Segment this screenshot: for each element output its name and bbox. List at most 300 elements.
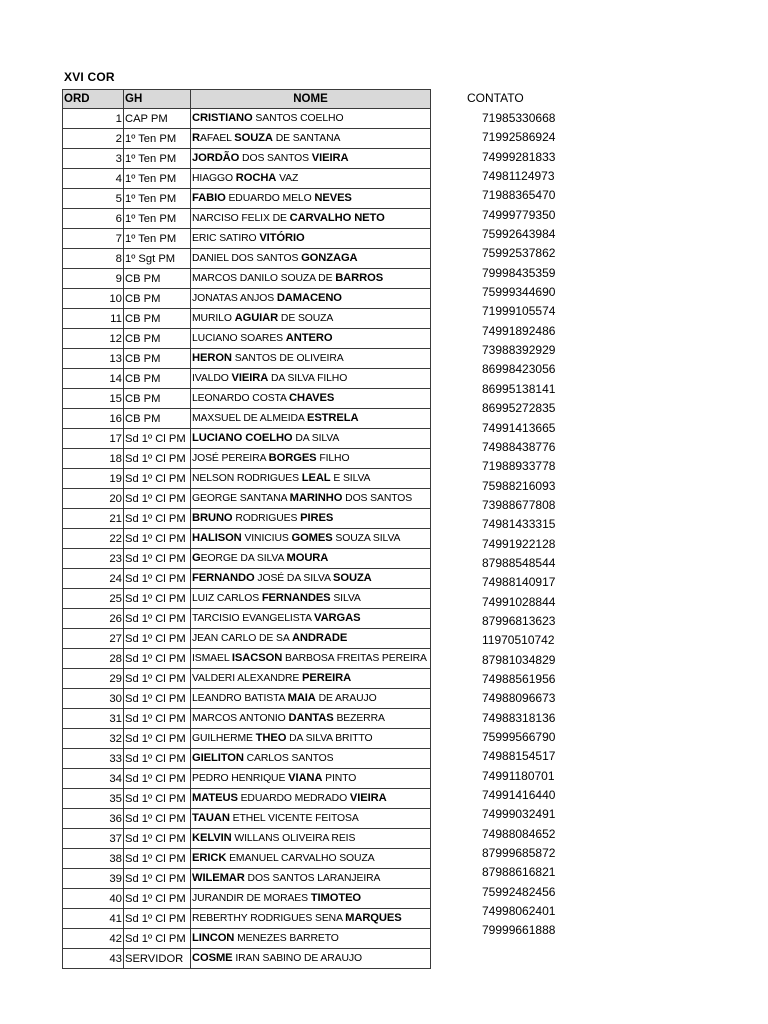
- name-part: REBERTHY RODRIGUES SENA: [192, 913, 346, 924]
- gh-cell: 1º Ten PM: [124, 229, 191, 249]
- contact-number: 75992643984: [482, 227, 556, 242]
- gh-cell: Sd 1º Cl PM: [124, 549, 191, 569]
- contact-number: 11970510742: [482, 633, 555, 648]
- nome-cell: [191, 789, 431, 809]
- ord-cell: 6: [63, 209, 124, 229]
- contact-number: 71992586924: [482, 130, 556, 145]
- ord-cell: 8: [63, 249, 124, 269]
- ord-cell: 33: [63, 749, 124, 769]
- name-part-bold: MAIA: [287, 692, 316, 704]
- ord-cell: 13: [63, 349, 124, 369]
- name-part-bold: ERICK: [192, 852, 227, 864]
- nome-cell: [191, 549, 431, 569]
- table-row: [63, 869, 431, 889]
- name-part: HIAGGO: [192, 173, 236, 184]
- name-part: LEANDRO BATISTA: [192, 693, 288, 704]
- ord-cell: 7: [63, 229, 124, 249]
- nome-cell: [191, 289, 431, 309]
- name-part: DOS SANTOS LARANJEIRA: [244, 873, 381, 884]
- table-row: [63, 309, 431, 329]
- ord-cell: 34: [63, 769, 124, 789]
- contact-number: 74988154517: [482, 749, 556, 764]
- name-part-bold: MARINHO: [289, 492, 343, 504]
- table-row: [63, 269, 431, 289]
- gh-cell: SERVIDOR: [124, 949, 191, 969]
- name-part: ERIC SATIRO: [192, 233, 260, 244]
- contact-number: 79998435359: [482, 265, 556, 280]
- ord-cell: 42: [63, 929, 124, 949]
- contact-number: 75988216093: [482, 478, 556, 493]
- nome-cell: [191, 729, 431, 749]
- name-part: DA SILVA: [292, 433, 340, 444]
- nome-cell: [191, 569, 431, 589]
- name-part-bold: TAUAN: [192, 812, 230, 824]
- contact-number: 74999032491: [482, 807, 556, 822]
- name-part-bold: LEAL: [301, 472, 331, 484]
- nome-cell: [191, 169, 431, 189]
- nome-cell: [191, 269, 431, 289]
- gh-cell: Sd 1º Cl PM: [124, 449, 191, 469]
- gh-cell: Sd 1º Cl PM: [124, 529, 191, 549]
- name-part: LEONARDO COSTA: [192, 393, 290, 404]
- gh-cell: Sd 1º Cl PM: [124, 869, 191, 889]
- table-row: [63, 429, 431, 449]
- name-part: ETHEL VICENTE FEITOSA: [229, 813, 359, 824]
- column-header-ord: ORD: [63, 90, 124, 109]
- ord-cell: 15: [63, 389, 124, 409]
- name-part-bold: FERNANDO: [192, 572, 255, 584]
- sheet-title: XVI COR: [64, 70, 115, 84]
- ord-cell: 4: [63, 169, 124, 189]
- contact-number: 71985330668: [482, 111, 556, 125]
- nome-cell: [191, 929, 431, 949]
- nome-cell: [191, 869, 431, 889]
- contact-number: 74988084652: [482, 826, 556, 841]
- ord-cell: 12: [63, 329, 124, 349]
- name-part: NELSON RODRIGUES: [192, 473, 302, 484]
- name-part-bold: FABIO: [192, 192, 226, 204]
- name-part-bold: R: [192, 132, 200, 144]
- name-part: DE ARAUJO: [315, 693, 377, 704]
- ord-cell: 30: [63, 689, 124, 709]
- name-part-bold: MOURA: [286, 552, 329, 564]
- table-row: [63, 569, 431, 589]
- name-part-bold: BORGES: [268, 452, 317, 464]
- name-part: GEORGE SANTANA: [192, 493, 290, 504]
- name-part: PINTO: [322, 773, 357, 784]
- name-part: VALDERI ALEXANDRE: [192, 673, 303, 684]
- gh-cell: Sd 1º Cl PM: [124, 809, 191, 829]
- name-part-bold: HALISON: [192, 532, 242, 544]
- gh-cell: CB PM: [124, 309, 191, 329]
- gh-cell: CB PM: [124, 349, 191, 369]
- contact-number: 75992482456: [482, 884, 556, 899]
- name-part: DE SOUZA: [278, 313, 334, 324]
- contact-number: 74988140917: [482, 575, 556, 590]
- table-row: [63, 769, 431, 789]
- roster-body: [63, 109, 431, 969]
- name-part: AFAEL: [199, 133, 235, 144]
- table-row: [63, 469, 431, 489]
- ord-cell: 39: [63, 869, 124, 889]
- nome-cell: [191, 249, 431, 269]
- name-part-bold: ISACSON: [231, 652, 283, 664]
- name-part: MAXSUEL DE ALMEIDA: [192, 413, 307, 424]
- name-part: CARLOS SANTOS: [243, 753, 334, 764]
- name-part-bold: CRISTIANO: [192, 112, 253, 124]
- gh-cell: Sd 1º Cl PM: [124, 749, 191, 769]
- name-part: DE SANTANA: [272, 133, 341, 144]
- gh-cell: Sd 1º Cl PM: [124, 889, 191, 909]
- name-part-bold: DAMACENO: [276, 292, 342, 304]
- name-part-bold: KELVIN: [192, 832, 232, 844]
- ord-cell: 9: [63, 269, 124, 289]
- name-part-bold: BARROS: [335, 272, 384, 284]
- name-part: SANTOS COELHO: [252, 113, 344, 124]
- ord-cell: 24: [63, 569, 124, 589]
- table-row: [63, 169, 431, 189]
- name-part-bold: FERNANDES: [261, 592, 331, 604]
- name-part: ISMAEL: [192, 653, 232, 664]
- table-row: [63, 209, 431, 229]
- table-row: [63, 489, 431, 509]
- gh-cell: CB PM: [124, 289, 191, 309]
- ord-cell: 37: [63, 829, 124, 849]
- nome-cell: [191, 649, 431, 669]
- name-part: WILLANS OLIVEIRA REIS: [231, 833, 356, 844]
- nome-cell: [191, 329, 431, 349]
- gh-cell: Sd 1º Cl PM: [124, 429, 191, 449]
- gh-cell: 1º Ten PM: [124, 209, 191, 229]
- ord-cell: 20: [63, 489, 124, 509]
- nome-cell: [191, 429, 431, 449]
- name-part-bold: VIEIRA: [231, 372, 269, 384]
- name-part-bold: VIEIRA: [311, 152, 349, 164]
- name-part-bold: VITÓRIO: [259, 232, 305, 244]
- nome-cell: [191, 849, 431, 869]
- nome-cell: [191, 109, 431, 129]
- contact-number: 71988933778: [482, 459, 556, 474]
- nome-cell: [191, 629, 431, 649]
- name-part-bold: ANTERO: [285, 332, 333, 344]
- gh-cell: CB PM: [124, 329, 191, 349]
- table-row: [63, 789, 431, 809]
- table-row: [63, 409, 431, 429]
- ord-cell: 19: [63, 469, 124, 489]
- contact-number: 75999344690: [482, 285, 556, 300]
- contact-number: 71988365470: [482, 188, 556, 203]
- contact-number: 74991180701: [482, 768, 555, 783]
- name-part-bold: MARQUES: [345, 912, 402, 924]
- table-row: [63, 289, 431, 309]
- name-part: EMANUEL CARVALHO SOUZA: [226, 853, 375, 864]
- table-row: [63, 529, 431, 549]
- contact-number: 87988616821: [482, 865, 556, 880]
- table-row: [63, 889, 431, 909]
- ord-cell: 10: [63, 289, 124, 309]
- name-part: SANTOS DE OLIVEIRA: [231, 353, 344, 364]
- contact-number: 75992537862: [482, 246, 556, 261]
- contact-number: 86995138141: [482, 381, 556, 396]
- nome-cell: [191, 189, 431, 209]
- ord-cell: 43: [63, 949, 124, 969]
- name-part-bold: PIRES: [300, 512, 334, 524]
- contact-number: 74981124973: [482, 169, 555, 184]
- name-part-bold: LINCON: [192, 932, 235, 944]
- contact-number: 71999105574: [482, 304, 556, 319]
- gh-cell: Sd 1º Cl PM: [124, 929, 191, 949]
- contact-number: 74991892486: [482, 323, 556, 338]
- contact-number: 74991028844: [482, 594, 556, 609]
- gh-cell: 1º Ten PM: [124, 129, 191, 149]
- gh-cell: CB PM: [124, 369, 191, 389]
- name-part-bold: G: [192, 552, 201, 564]
- table-row: [63, 729, 431, 749]
- ord-cell: 31: [63, 709, 124, 729]
- name-part-bold: MATEUS: [192, 792, 238, 804]
- name-part-bold: GONZAGA: [301, 252, 358, 264]
- table-row: [63, 749, 431, 769]
- table-row: [63, 109, 431, 129]
- gh-cell: Sd 1º Cl PM: [124, 849, 191, 869]
- name-part: RODRIGUES: [232, 513, 301, 524]
- table-row: [63, 349, 431, 369]
- table-row: [63, 149, 431, 169]
- contact-number: 87996813623: [482, 613, 556, 628]
- nome-cell: [191, 949, 431, 969]
- gh-cell: 1º Ten PM: [124, 189, 191, 209]
- table-row: [63, 629, 431, 649]
- name-part: FILHO: [316, 453, 350, 464]
- table-row: [63, 689, 431, 709]
- name-part: LUCIANO SOARES: [192, 333, 286, 344]
- table-row: [63, 549, 431, 569]
- name-part: IVALDO: [192, 373, 232, 384]
- column-header-gh: GH: [124, 90, 191, 109]
- table-row: [63, 389, 431, 409]
- ord-cell: 16: [63, 409, 124, 429]
- name-part: EDUARDO MELO: [225, 193, 315, 204]
- table-row: [63, 589, 431, 609]
- ord-cell: 32: [63, 729, 124, 749]
- ord-cell: 35: [63, 789, 124, 809]
- gh-cell: Sd 1º Cl PM: [124, 909, 191, 929]
- table-row: [63, 709, 431, 729]
- contact-number: 73988392929: [482, 343, 556, 358]
- table-row: [63, 809, 431, 829]
- ord-cell: 36: [63, 809, 124, 829]
- ord-cell: 27: [63, 629, 124, 649]
- contact-number: 74991922128: [482, 536, 556, 551]
- ord-cell: 11: [63, 309, 124, 329]
- nome-cell: [191, 609, 431, 629]
- nome-cell: [191, 809, 431, 829]
- ord-cell: 14: [63, 369, 124, 389]
- nome-cell: [191, 709, 431, 729]
- gh-cell: 1º Ten PM: [124, 169, 191, 189]
- nome-cell: [191, 669, 431, 689]
- gh-cell: Sd 1º Cl PM: [124, 629, 191, 649]
- ord-cell: 5: [63, 189, 124, 209]
- name-part-bold: GIELITON: [192, 752, 244, 764]
- nome-cell: [191, 309, 431, 329]
- ord-cell: 26: [63, 609, 124, 629]
- column-header-contato: CONTATO: [467, 91, 524, 105]
- table-row: [63, 849, 431, 869]
- contact-number: 86995272835: [482, 401, 556, 416]
- gh-cell: Sd 1º Cl PM: [124, 569, 191, 589]
- ord-cell: 38: [63, 849, 124, 869]
- name-part: JONATAS ANJOS: [192, 293, 277, 304]
- contact-number: 74998062401: [482, 904, 556, 919]
- roster-table: [62, 89, 431, 969]
- gh-cell: Sd 1º Cl PM: [124, 709, 191, 729]
- nome-cell: [191, 409, 431, 429]
- ord-cell: 18: [63, 449, 124, 469]
- gh-cell: Sd 1º Cl PM: [124, 649, 191, 669]
- ord-cell: 2: [63, 129, 124, 149]
- ord-cell: 28: [63, 649, 124, 669]
- contact-number: 74988561956: [482, 671, 556, 686]
- name-part-bold: VIEIRA: [349, 792, 387, 804]
- name-part: VAZ: [276, 173, 299, 184]
- name-part: JEAN CARLO DE SA: [192, 633, 292, 644]
- name-part: BARBOSA FREITAS PEREIRA: [282, 653, 427, 664]
- ord-cell: 21: [63, 509, 124, 529]
- nome-cell: [191, 529, 431, 549]
- name-part: LUIZ CARLOS: [192, 593, 262, 604]
- name-part: EORGE DA SILVA: [200, 553, 287, 564]
- nome-cell: [191, 889, 431, 909]
- gh-cell: CB PM: [124, 409, 191, 429]
- contact-number: 75999566790: [482, 730, 556, 744]
- gh-cell: Sd 1º Cl PM: [124, 729, 191, 749]
- nome-cell: [191, 509, 431, 529]
- contact-list: [482, 109, 555, 941]
- name-part: JOSÉ DA SILVA: [254, 573, 333, 584]
- gh-cell: Sd 1º Cl PM: [124, 589, 191, 609]
- name-part-bold: CHAVES: [289, 392, 335, 404]
- table-row: [63, 509, 431, 529]
- table-row: [63, 229, 431, 249]
- gh-cell: Sd 1º Cl PM: [124, 489, 191, 509]
- ord-cell: 22: [63, 529, 124, 549]
- name-part: MARCOS ANTONIO: [192, 713, 289, 724]
- contact-number: 87988548544: [482, 555, 556, 570]
- table-row: [63, 669, 431, 689]
- table-row: [63, 189, 431, 209]
- table-row: [63, 829, 431, 849]
- nome-cell: [191, 369, 431, 389]
- name-part: MURILO: [192, 313, 235, 324]
- name-part-bold: VIANA: [288, 772, 323, 784]
- name-part-bold: SOUZA: [333, 572, 372, 584]
- nome-cell: [191, 389, 431, 409]
- nome-cell: [191, 469, 431, 489]
- name-part: VINICIUS: [241, 533, 292, 544]
- name-part: MENEZES BARRETO: [234, 933, 339, 944]
- contact-number: 87981034829: [482, 652, 556, 667]
- name-part: SOUZA SILVA: [332, 533, 401, 544]
- gh-cell: CB PM: [124, 389, 191, 409]
- nome-cell: [191, 909, 431, 929]
- ord-cell: 3: [63, 149, 124, 169]
- table-row: [63, 929, 431, 949]
- nome-cell: [191, 689, 431, 709]
- name-part: PEDRO HENRIQUE: [192, 773, 289, 784]
- gh-cell: Sd 1º Cl PM: [124, 769, 191, 789]
- gh-cell: Sd 1º Cl PM: [124, 469, 191, 489]
- name-part-bold: BRUNO: [192, 512, 233, 524]
- name-part-bold: SOUZA: [234, 132, 273, 144]
- nome-cell: [191, 229, 431, 249]
- nome-cell: [191, 489, 431, 509]
- name-part: JOSÉ PEREIRA: [192, 453, 269, 464]
- gh-cell: Sd 1º Cl PM: [124, 609, 191, 629]
- nome-cell: [191, 349, 431, 369]
- name-part-bold: NEVES: [314, 192, 352, 204]
- nome-cell: [191, 749, 431, 769]
- ord-cell: 1: [63, 109, 124, 129]
- gh-cell: Sd 1º Cl PM: [124, 509, 191, 529]
- gh-cell: 1º Ten PM: [124, 149, 191, 169]
- gh-cell: Sd 1º Cl PM: [124, 789, 191, 809]
- table-row: [63, 449, 431, 469]
- name-part: DOS SANTOS: [342, 493, 413, 504]
- name-part-bold: ROCHA: [235, 172, 277, 184]
- name-part-bold: AGUIAR: [234, 312, 279, 324]
- header-row: [63, 90, 431, 109]
- name-part: DA SILVA BRITTO: [286, 733, 373, 744]
- ord-cell: 29: [63, 669, 124, 689]
- ord-cell: 23: [63, 549, 124, 569]
- name-part: GUILHERME: [192, 733, 256, 744]
- table-row: [63, 249, 431, 269]
- contact-number: 74981433315: [482, 517, 556, 532]
- name-part-bold: THEO: [255, 732, 287, 744]
- name-part: E SILVA: [330, 473, 371, 484]
- contact-number: 79999661888: [482, 923, 556, 938]
- contact-number: 74991416440: [482, 788, 556, 803]
- table-row: [63, 949, 431, 969]
- contact-number: 86998423056: [482, 362, 556, 377]
- nome-cell: [191, 769, 431, 789]
- name-part: DA SILVA FILHO: [268, 373, 348, 384]
- contact-number: 74988318136: [482, 710, 556, 725]
- gh-cell: CAP PM: [124, 109, 191, 129]
- name-part: SILVA: [330, 593, 361, 604]
- nome-cell: [191, 149, 431, 169]
- name-part-bold: LUCIANO COELHO: [192, 432, 293, 444]
- name-part: DANIEL DOS SANTOS: [192, 253, 302, 264]
- gh-cell: Sd 1º Cl PM: [124, 669, 191, 689]
- contact-number: 73988677808: [482, 497, 556, 512]
- contact-number: 74988096673: [482, 691, 556, 706]
- gh-cell: Sd 1º Cl PM: [124, 689, 191, 709]
- name-part-bold: WILEMAR: [192, 872, 245, 884]
- name-part-bold: DANTAS: [288, 712, 334, 724]
- contact-number: 74999281833: [482, 149, 556, 164]
- ord-cell: 41: [63, 909, 124, 929]
- name-part: MARCOS DANILO SOUZA DE: [192, 273, 336, 284]
- nome-cell: [191, 209, 431, 229]
- name-part: NARCISO FELIX DE: [192, 213, 290, 224]
- name-part-bold: TIMOTEO: [310, 892, 362, 904]
- table-row: [63, 329, 431, 349]
- name-part-bold: ANDRADE: [291, 632, 348, 644]
- name-part: JURANDIR DE MORAES: [192, 893, 311, 904]
- table-row: [63, 649, 431, 669]
